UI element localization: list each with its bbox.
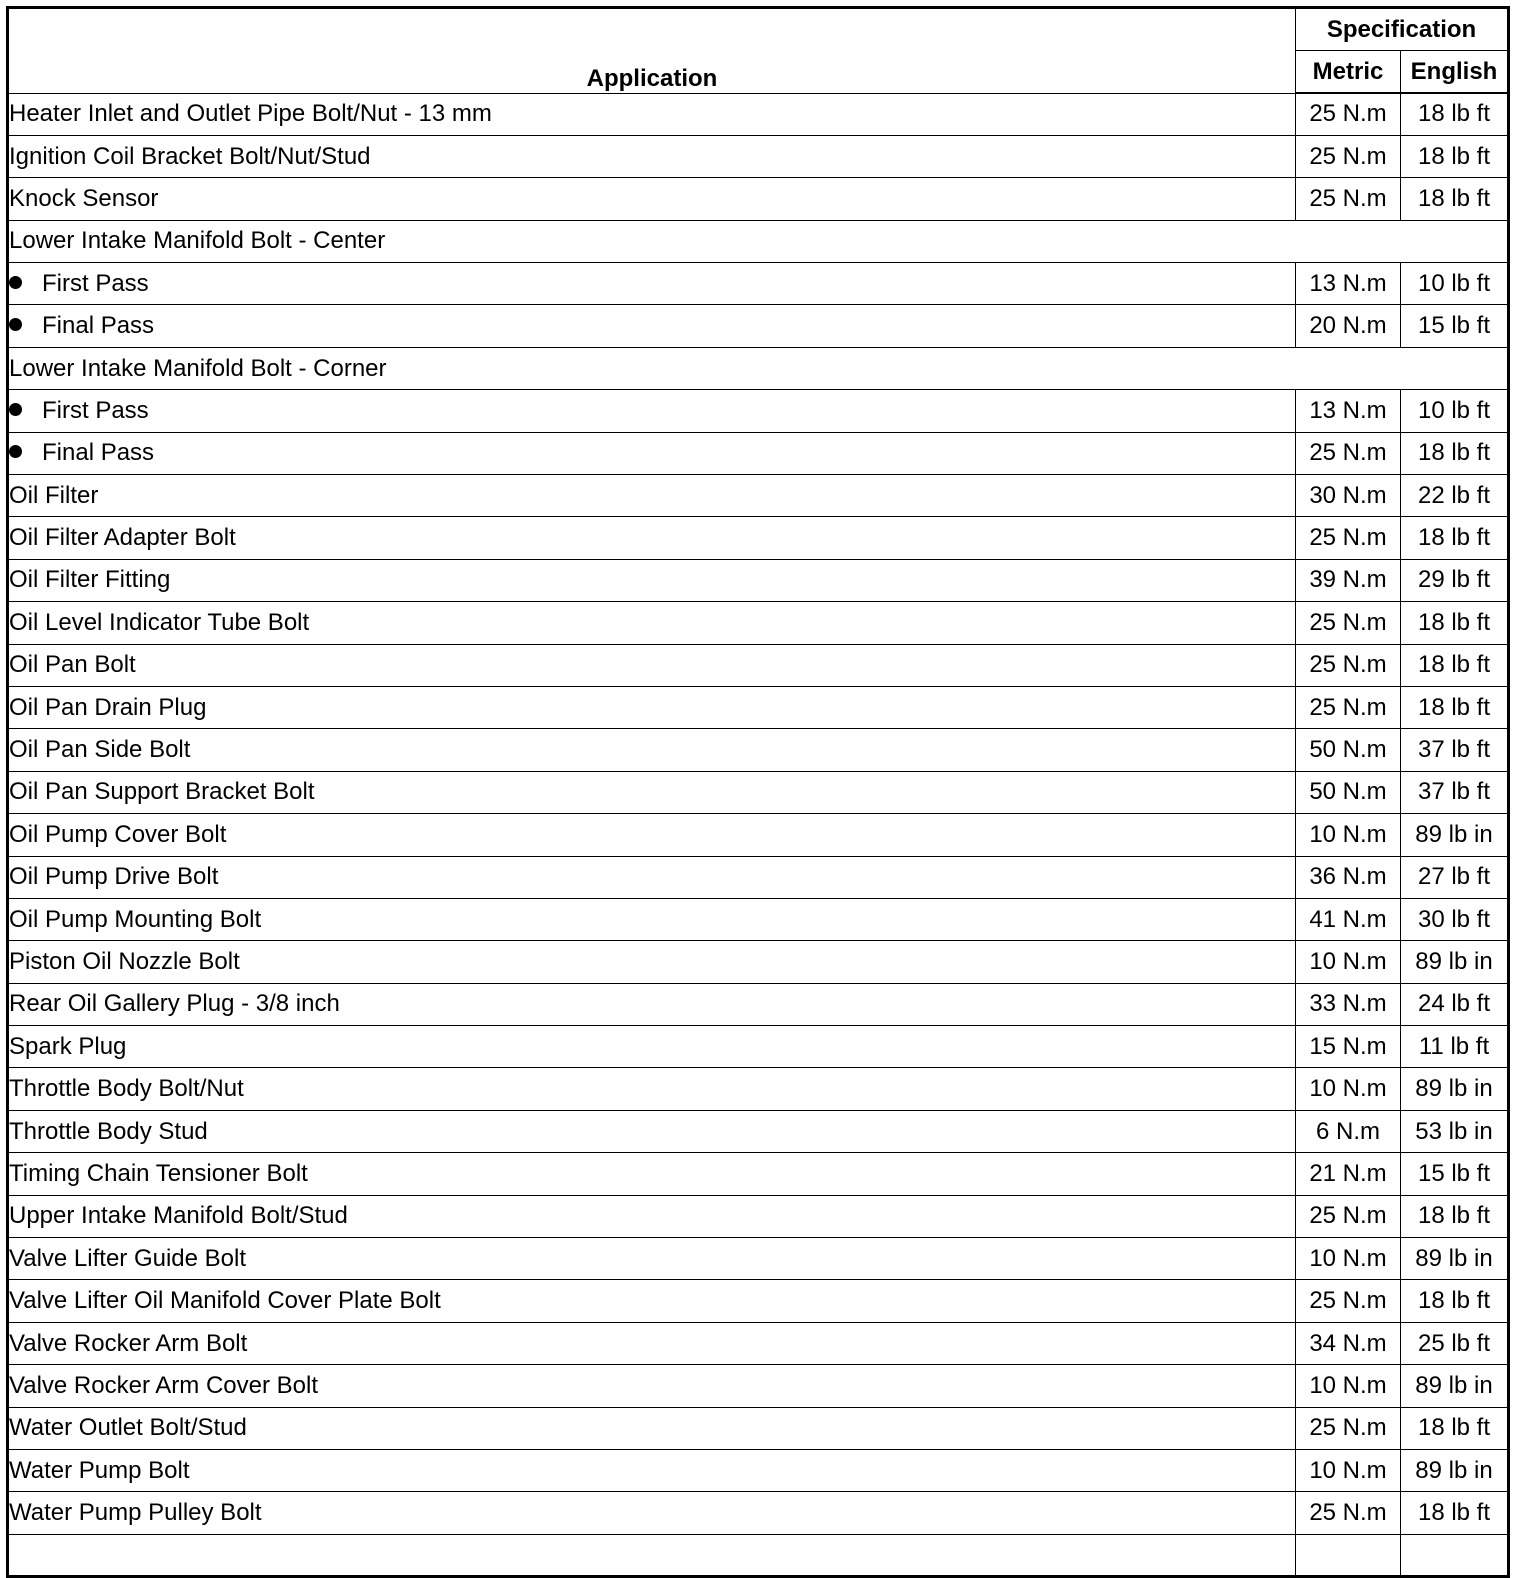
- table-row: [8, 263, 1509, 305]
- application-cell: Oil Filter: [8, 475, 1296, 517]
- english-cell: 18 lb ft: [1401, 1492, 1509, 1534]
- table-row: [8, 644, 1509, 686]
- application-cell: Oil Pump Mounting Bolt: [8, 898, 1296, 940]
- application-cell: Throttle Body Stud: [8, 1110, 1296, 1152]
- table-row: [8, 1238, 1509, 1280]
- application-cell: Spark Plug: [8, 1026, 1296, 1068]
- table-row: [8, 1068, 1509, 1110]
- english-cell: 89 lb in: [1401, 1238, 1509, 1280]
- application-cell: Piston Oil Nozzle Bolt: [8, 941, 1296, 983]
- english-cell: 89 lb in: [1401, 1450, 1509, 1492]
- metric-cell: 50 N.m: [1296, 771, 1401, 813]
- metric-cell: 25 N.m: [1296, 1195, 1401, 1237]
- metric-header: Metric: [1296, 51, 1401, 94]
- table-row: [8, 1322, 1509, 1364]
- application-cell: Heater Inlet and Outlet Pipe Bolt/Nut - 13 mm: [8, 93, 1296, 135]
- table-row: [8, 1153, 1509, 1195]
- english-cell: 18 lb ft: [1401, 517, 1509, 559]
- metric-cell: 21 N.m: [1296, 1153, 1401, 1195]
- english-cell: 15 lb ft: [1401, 1153, 1509, 1195]
- application-cell: Oil Pan Support Bracket Bolt: [8, 771, 1296, 813]
- table-row: [8, 178, 1509, 220]
- metric-cell: 30 N.m: [1296, 475, 1401, 517]
- english-cell: 37 lb ft: [1401, 729, 1509, 771]
- metric-cell: 25 N.m: [1296, 432, 1401, 474]
- application-cell: Oil Pan Drain Plug: [8, 686, 1296, 728]
- application-header: Application: [8, 8, 1296, 94]
- sub-application-cell: [8, 263, 1296, 305]
- application-cell: Oil Pan Bolt: [8, 644, 1296, 686]
- english-cell: 18 lb ft: [1401, 644, 1509, 686]
- english-cell: 30 lb ft: [1401, 898, 1509, 940]
- torque-specification-table: [6, 6, 1510, 1578]
- english-cell: 18 lb ft: [1401, 1195, 1509, 1237]
- application-cell: Valve Rocker Arm Bolt: [8, 1322, 1296, 1364]
- table-row: [8, 1492, 1509, 1534]
- table-row: [8, 1450, 1509, 1492]
- application-cell: Oil Filter Adapter Bolt: [8, 517, 1296, 559]
- metric-cell: 10 N.m: [1296, 1068, 1401, 1110]
- english-cell: 89 lb in: [1401, 1365, 1509, 1407]
- metric-cell: 25 N.m: [1296, 1280, 1401, 1322]
- english-cell: 18 lb ft: [1401, 93, 1509, 135]
- english-cell: 89 lb in: [1401, 814, 1509, 856]
- metric-cell: [1296, 1534, 1401, 1576]
- metric-cell: 15 N.m: [1296, 1026, 1401, 1068]
- metric-cell: 25 N.m: [1296, 686, 1401, 728]
- group-header-row: [8, 347, 1509, 389]
- table-row: [8, 941, 1509, 983]
- metric-cell: 50 N.m: [1296, 729, 1401, 771]
- table-row: [8, 305, 1509, 347]
- english-cell: 89 lb in: [1401, 1068, 1509, 1110]
- group-header-cell: Lower Intake Manifold Bolt - Center: [8, 220, 1509, 262]
- application-cell: Oil Level Indicator Tube Bolt: [8, 602, 1296, 644]
- table-row: [8, 686, 1509, 728]
- table-row: [8, 771, 1509, 813]
- specification-header: Specification: [1296, 8, 1509, 51]
- english-cell: 53 lb in: [1401, 1110, 1509, 1152]
- metric-cell: 34 N.m: [1296, 1322, 1401, 1364]
- application-cell: [8, 1534, 1296, 1576]
- metric-cell: 20 N.m: [1296, 305, 1401, 347]
- application-cell: Water Pump Pulley Bolt: [8, 1492, 1296, 1534]
- table-row: [8, 517, 1509, 559]
- application-cell: Water Pump Bolt: [8, 1450, 1296, 1492]
- group-header-cell: Lower Intake Manifold Bolt - Corner: [8, 347, 1509, 389]
- application-cell: Upper Intake Manifold Bolt/Stud: [8, 1195, 1296, 1237]
- metric-cell: 10 N.m: [1296, 1450, 1401, 1492]
- table-row: [8, 390, 1509, 432]
- table-row: [8, 814, 1509, 856]
- metric-cell: 13 N.m: [1296, 263, 1401, 305]
- application-cell: Valve Lifter Guide Bolt: [8, 1238, 1296, 1280]
- table-row: [8, 856, 1509, 898]
- english-cell: 18 lb ft: [1401, 178, 1509, 220]
- application-cell: Oil Pump Drive Bolt: [8, 856, 1296, 898]
- sub-application-label: First Pass: [42, 396, 149, 424]
- application-cell: Water Outlet Bolt/Stud: [8, 1407, 1296, 1449]
- metric-cell: 25 N.m: [1296, 602, 1401, 644]
- header-row: [8, 8, 1509, 51]
- english-header: English: [1401, 51, 1509, 94]
- english-cell: 10 lb ft: [1401, 390, 1509, 432]
- table-row: [8, 983, 1509, 1025]
- table-row: [8, 1026, 1509, 1068]
- metric-cell: 33 N.m: [1296, 983, 1401, 1025]
- english-cell: 11 lb ft: [1401, 1026, 1509, 1068]
- english-cell: 18 lb ft: [1401, 686, 1509, 728]
- english-cell: 18 lb ft: [1401, 1407, 1509, 1449]
- sub-application-label: Final Pass: [42, 439, 155, 467]
- metric-cell: 41 N.m: [1296, 898, 1401, 940]
- table-row: [8, 1195, 1509, 1237]
- application-cell: Timing Chain Tensioner Bolt: [8, 1153, 1296, 1195]
- table-row: [8, 1534, 1509, 1576]
- table-row: [8, 432, 1509, 474]
- application-cell: Oil Pan Side Bolt: [8, 729, 1296, 771]
- metric-cell: 13 N.m: [1296, 390, 1401, 432]
- english-cell: 18 lb ft: [1401, 1280, 1509, 1322]
- bullet-icon: [9, 403, 22, 416]
- bullet-icon: [9, 445, 22, 458]
- english-cell: 25 lb ft: [1401, 1322, 1509, 1364]
- table-row: [8, 93, 1509, 135]
- english-cell: 89 lb in: [1401, 941, 1509, 983]
- english-cell: 15 lb ft: [1401, 305, 1509, 347]
- metric-cell: 10 N.m: [1296, 941, 1401, 983]
- application-cell: Valve Lifter Oil Manifold Cover Plate Bolt: [8, 1280, 1296, 1322]
- metric-cell: 25 N.m: [1296, 93, 1401, 135]
- metric-cell: 10 N.m: [1296, 814, 1401, 856]
- metric-cell: 25 N.m: [1296, 135, 1401, 177]
- table-row: [8, 559, 1509, 601]
- table-row: [8, 1280, 1509, 1322]
- metric-cell: 25 N.m: [1296, 644, 1401, 686]
- english-cell: [1401, 1534, 1509, 1576]
- application-cell: Valve Rocker Arm Cover Bolt: [8, 1365, 1296, 1407]
- metric-cell: 36 N.m: [1296, 856, 1401, 898]
- sub-application-cell: [8, 305, 1296, 347]
- application-cell: Knock Sensor: [8, 178, 1296, 220]
- english-cell: 37 lb ft: [1401, 771, 1509, 813]
- table-row: [8, 475, 1509, 517]
- table-row: [8, 729, 1509, 771]
- metric-cell: 6 N.m: [1296, 1110, 1401, 1152]
- bullet-icon: [9, 276, 22, 289]
- metric-cell: 25 N.m: [1296, 178, 1401, 220]
- application-cell: Throttle Body Bolt/Nut: [8, 1068, 1296, 1110]
- metric-cell: 25 N.m: [1296, 1492, 1401, 1534]
- table-row: [8, 898, 1509, 940]
- application-cell: Oil Pump Cover Bolt: [8, 814, 1296, 856]
- table-row: [8, 135, 1509, 177]
- metric-cell: 39 N.m: [1296, 559, 1401, 601]
- application-cell: Oil Filter Fitting: [8, 559, 1296, 601]
- english-cell: 18 lb ft: [1401, 135, 1509, 177]
- table-row: [8, 602, 1509, 644]
- english-cell: 29 lb ft: [1401, 559, 1509, 601]
- metric-cell: 25 N.m: [1296, 517, 1401, 559]
- table-row: [8, 1407, 1509, 1449]
- sub-application-cell: [8, 390, 1296, 432]
- sub-application-label: First Pass: [42, 269, 149, 297]
- metric-cell: 10 N.m: [1296, 1365, 1401, 1407]
- metric-cell: 10 N.m: [1296, 1238, 1401, 1280]
- group-header-row: [8, 220, 1509, 262]
- table-row: [8, 1110, 1509, 1152]
- english-cell: 24 lb ft: [1401, 983, 1509, 1025]
- sub-application-label: Final Pass: [42, 312, 155, 340]
- application-cell: Rear Oil Gallery Plug - 3/8 inch: [8, 983, 1296, 1025]
- english-cell: 10 lb ft: [1401, 263, 1509, 305]
- english-cell: 18 lb ft: [1401, 602, 1509, 644]
- sub-application-cell: [8, 432, 1296, 474]
- english-cell: 27 lb ft: [1401, 856, 1509, 898]
- metric-cell: 25 N.m: [1296, 1407, 1401, 1449]
- english-cell: 18 lb ft: [1401, 432, 1509, 474]
- bullet-icon: [9, 318, 22, 331]
- table-row: [8, 1365, 1509, 1407]
- english-cell: 22 lb ft: [1401, 475, 1509, 517]
- application-cell: Ignition Coil Bracket Bolt/Nut/Stud: [8, 135, 1296, 177]
